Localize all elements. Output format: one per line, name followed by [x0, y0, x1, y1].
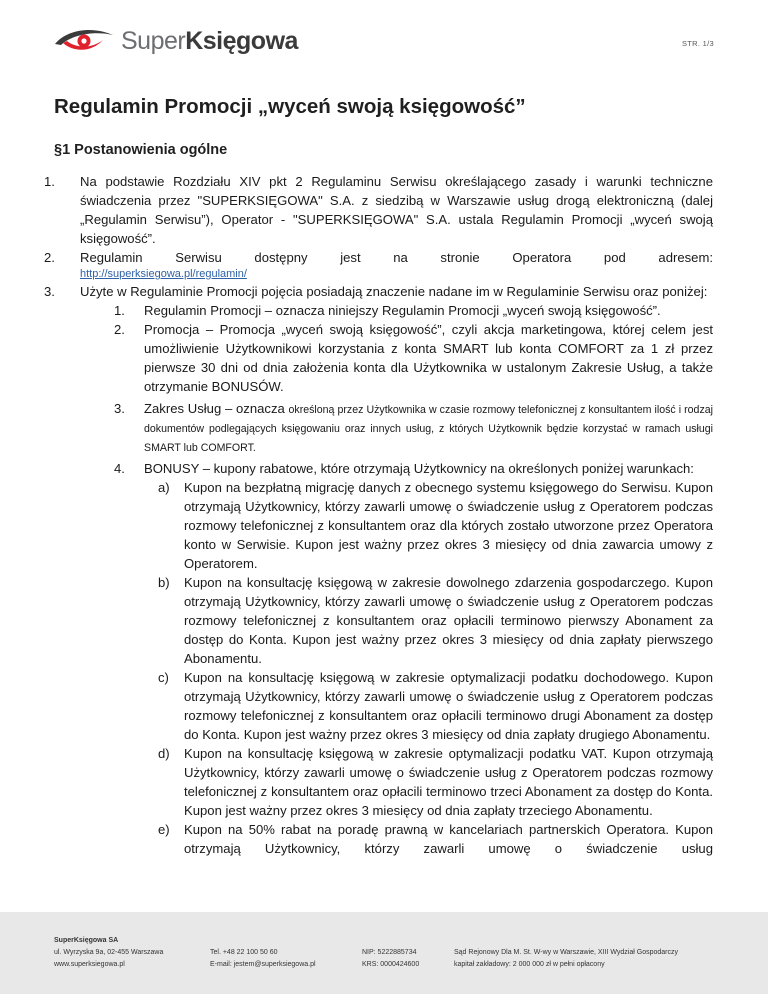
item-text: Na podstawie Rozdziału XIV pkt 2 Regulaminu Serwisu określającego zasady i warunki techniczne świadczenia przez "SUPERKSIĘGOWA" S.A. z siedzibą w Warszawie usług drogą elektroniczną (dalej „Regulamin Serwisu”), Operator - "SUPERKSIĘGOWA" S.A. ustala Regulamin Promocji „wyceń swoją księgowość”.	[80, 174, 713, 246]
bonus-item	[158, 478, 713, 573]
page-footer	[0, 912, 768, 994]
footer-phone: Tel. +48 22 100 50 60	[210, 949, 278, 956]
logo-ksiegowa-text: Księgowa	[185, 26, 298, 55]
item-text: Zakres Usług – oznacza	[144, 401, 289, 416]
footer-court: Sąd Rejonowy Dla M. St. W-wy w Warszawie, XIII Wydział Gospodarczy	[454, 949, 678, 956]
bonus-item	[158, 573, 713, 668]
page-number: STR. 1/3	[682, 39, 714, 48]
item-letter: c)	[158, 670, 169, 685]
sub-list-item	[114, 399, 713, 456]
item-letter: a)	[158, 480, 170, 495]
footer-website[interactable]: www.superksiegowa.pl	[54, 961, 125, 968]
footer-capital: kapitał zakładowy: 2 000 000 zł w pełni opłacony	[454, 961, 605, 968]
bonus-item	[158, 820, 713, 858]
item-number: 1.	[44, 174, 55, 189]
bonus-item	[158, 668, 713, 744]
item-number: 2.	[44, 250, 55, 265]
section-title: §1 Postanowienia ogólne	[54, 142, 228, 158]
item-number: 3.	[44, 284, 55, 299]
item-text: Regulamin Serwisu dostępny jest na stronie Operatora pod adresem:	[80, 250, 713, 265]
item-text: Użyte w Regulaminie Promocji pojęcia posiadają znaczenie nadane im w Regulaminie Serwisu oraz poniżej:	[80, 284, 708, 299]
eye-logo-icon	[53, 26, 115, 56]
sub-list-item	[114, 320, 713, 396]
item-number: 3.	[114, 401, 125, 416]
footer-registry-column	[362, 947, 419, 971]
item-text: Kupon na 50% rabat na poradę prawną w kancelariach partnerskich Operatora. Kupon otrzymają Użytkownicy, którzy zawarli umowę o świadczenie usług	[184, 822, 713, 856]
footer-address: ul. Wyrzyska 9a, 02-455 Warszawa	[54, 949, 164, 956]
item-text: Kupon na konsultację księgową w zakresie optymalizacji podatku VAT. Kupon otrzymają Użytkownicy, którzy zawarli umowę o świadczenie usług z Operatorem podczas rozmowy telefonicznej z konsultantem oraz opłacili terminowo trzeci Abonament za dostęp do Konta. Kupon jest ważny przez okres 3 miesięcy od dnia zapłaty trzeciego Abonamentu.	[184, 746, 713, 818]
footer-nip: NIP: 5222885734	[362, 949, 417, 956]
page-header	[0, 0, 768, 80]
footer-court-column	[454, 947, 678, 971]
logo-wordmark	[121, 26, 298, 55]
footer-krs: KRS: 0000424600	[362, 961, 420, 968]
list-item	[44, 172, 713, 248]
regulamin-link[interactable]: http://superksiegowa.pl/regulamin/	[80, 268, 247, 280]
footer-contact-column	[210, 947, 316, 971]
document-title: Regulamin Promocji „wyceń swoją księgowość”	[54, 95, 526, 118]
list-item	[44, 282, 713, 301]
item-number: 2.	[114, 322, 125, 337]
item-letter: e)	[158, 822, 170, 837]
logo-super-text: Super	[121, 26, 186, 55]
item-text: Kupon na konsultację księgową w zakresie dowolnego zdarzenia gospodarczego. Kupon otrzymają Użytkownicy, którzy zawarli umowę o świadczenie usług z Operatorem podczas rozmowy telefonicznej z konsultantem oraz opłacili terminowo pierwszy Abonament za dostęp do Konta. Kupon jest ważny przez okres 3 miesięcy od dnia zapłaty pierwszego Abonamentu.	[184, 575, 713, 666]
bonus-item	[158, 744, 713, 820]
footer-email[interactable]: E-mail: jestem@superksiegowa.pl	[210, 961, 316, 968]
logo[interactable]	[53, 26, 298, 56]
item-letter: b)	[158, 575, 170, 590]
sub-list-item	[114, 459, 713, 478]
footer-company-name: SuperKsięgowa SA	[54, 937, 119, 944]
item-number: 1.	[114, 303, 125, 318]
item-letter: d)	[158, 746, 170, 761]
item-text: Promocja – Promocja „wyceń swoją księgowość”, czyli akcja marketingowa, której celem jest umożliwienie Użytkownikowi korzystania z konta SMART lub konta COMFORT za 1 zł przez pierwsze 30 dni od dnia założenia konta dla Użytkownika w ustalonym Zakresie Usług, a także otrzymanie BONUSÓW.	[144, 322, 713, 394]
document-body	[0, 172, 768, 862]
sub-list-item	[114, 301, 713, 320]
footer-company-column	[54, 935, 163, 971]
item-text-small: określoną przez Użytkownika w czasie rozmowy telefonicznej z konsultantem ilość i rodzaj dokumentów podlegających księgowaniu oraz innych usług, z których Użytkownik będzie korzystać w ramach usługi SMART lub COMFORT.	[144, 404, 713, 454]
item-text: Kupon na bezpłatną migrację danych z obecnego systemu księgowego do Serwisu. Kupon otrzymają Użytkownicy, którzy zawarli umowę o świadczenie usług z Operatorem podczas rozmowy telefonicznej z konsultantem oraz dla których zostało utworzone przez Operatora konto w Serwisie. Kupon jest ważny przez okres 3 miesięcy od dnia zawarcia umowy z Operatorem.	[184, 480, 713, 571]
item-text: Kupon na konsultację księgową w zakresie optymalizacji podatku dochodowego. Kupon otrzymają Użytkownicy, którzy zawarli umowę o świadczenie usług z Operatorem podczas rozmowy telefonicznej z konsultantem oraz opłacili terminowo drugi Abonament za dostęp do Konta. Kupon jest ważny przez okres 3 miesięcy od dnia zapłaty drugiego Abonamentu.	[184, 670, 713, 742]
item-number: 4.	[114, 461, 125, 476]
list-item	[44, 248, 713, 282]
item-text: Regulamin Promocji – oznacza niniejszy Regulamin Promocji „wyceń swoją księgowość”.	[144, 303, 661, 318]
item-text: BONUSY – kupony rabatowe, które otrzymają Użytkownicy na określonych poniżej warunkach:	[144, 461, 694, 476]
